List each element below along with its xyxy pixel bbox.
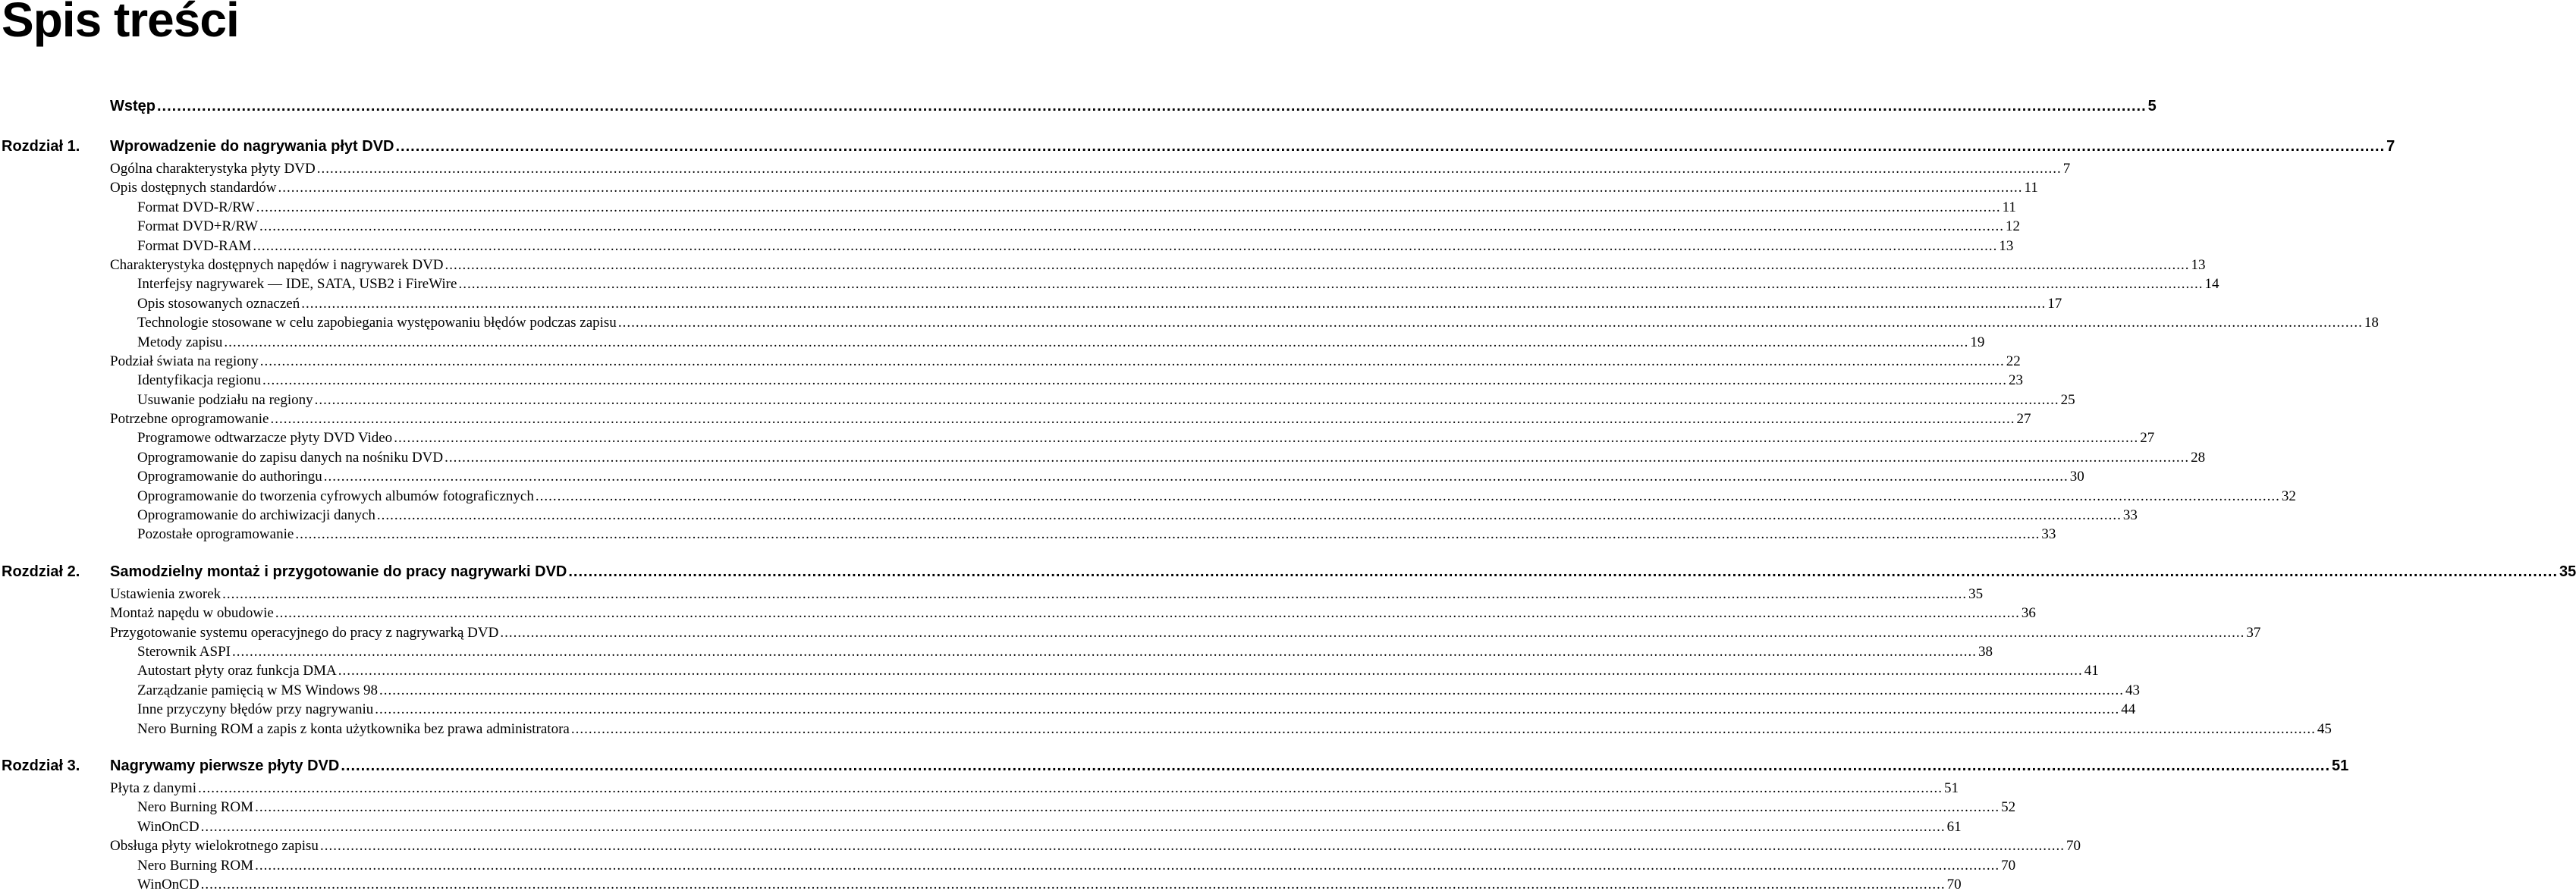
page-number: 5 xyxy=(2147,98,2157,114)
page-number: 37 xyxy=(2246,624,2261,641)
entry-title[interactable]: Montaż napędu w obudowie xyxy=(110,605,274,622)
subsection-entry[interactable] xyxy=(0,237,2014,256)
dot-leader: ................................................................................................................................................................................................................................................................................................................................................................................................................ xyxy=(319,838,2065,855)
page-number: 52 xyxy=(2001,799,2016,816)
dot-leader: ................................................................................................................................................................................................................................................................................................................................................................................................................ xyxy=(535,488,2280,504)
page-number: 12 xyxy=(2006,218,2021,235)
subsection-entry[interactable] xyxy=(0,333,1985,352)
dot-leader: ................................................................................................................................................................................................................................................................................................................................................................................................................ xyxy=(617,315,2363,331)
entry-title[interactable]: Usuwanie podziału na regiony xyxy=(137,391,313,408)
dot-leader: ................................................................................................................................................................................................................................................................................................................................................................................................................ xyxy=(270,411,2015,428)
entry-title[interactable]: Pozostałe oprogramowanie xyxy=(137,526,294,543)
entry-title[interactable]: Nero Burning ROM xyxy=(137,799,254,816)
page-number: 23 xyxy=(2009,372,2024,389)
subsection-entry[interactable] xyxy=(0,217,2021,236)
chapter-heading[interactable] xyxy=(0,134,2395,159)
dot-leader: ................................................................................................................................................................................................................................................................................................................................................................................................................ xyxy=(224,334,1969,350)
dot-leader: ................................................................................................................................................................................................................................................................................................................................................................................................................ xyxy=(375,701,2120,718)
dot-leader: ................................................................................................................................................................................................................................................................................................................................................................................................................ xyxy=(376,507,2122,524)
entry-title[interactable]: Płyta z danymi xyxy=(110,780,196,796)
page-number: 51 xyxy=(1943,780,1959,796)
chapter-number: Rozdział 3. xyxy=(2,757,80,774)
subsection-entry[interactable] xyxy=(0,448,2206,467)
subsection-entry[interactable] xyxy=(0,525,2056,544)
entry-title[interactable]: Oprogramowanie do archiwizacji danych xyxy=(137,507,375,524)
subsection-entry[interactable] xyxy=(0,487,2296,506)
dot-leader: ................................................................................................................................................................................................................................................................................................................................................................................................................ xyxy=(445,449,2190,466)
page-title: Spis treści xyxy=(2,0,239,47)
chapter-heading[interactable] xyxy=(0,560,2576,585)
subsection-entry[interactable] xyxy=(0,642,1993,661)
entry-title[interactable]: Potrzebne oprogramowanie xyxy=(110,411,269,428)
dot-leader: ................................................................................................................................................................................................................................................................................................................................................................................................................ xyxy=(259,218,2005,235)
chapter-heading[interactable] xyxy=(0,94,2157,119)
entry-title[interactable]: Oprogramowanie do tworzenia cyfrowych albumów fotograficznych xyxy=(137,488,534,504)
dot-leader: ................................................................................................................................................................................................................................................................................................................................................................................................................ xyxy=(255,799,2000,816)
subsection-entry[interactable] xyxy=(0,875,1962,894)
subsection-entry[interactable] xyxy=(0,294,2062,313)
page-number: 19 xyxy=(1970,334,1985,350)
page-number: 32 xyxy=(2281,488,2296,504)
page-number: 18 xyxy=(2364,315,2379,331)
entry-title[interactable]: Ogólna charakterystyka płyty DVD xyxy=(110,161,316,177)
page-number: 11 xyxy=(2024,180,2038,196)
entry-title[interactable]: Zarządzanie pamięcią w MS Windows 98 xyxy=(137,682,379,698)
subsection-entry[interactable] xyxy=(0,681,2141,700)
page-number: 70 xyxy=(2066,838,2081,855)
section-entry[interactable] xyxy=(0,623,2261,642)
subsection-entry[interactable] xyxy=(0,198,2016,217)
page-number: 35 xyxy=(2559,563,2576,580)
entry-title[interactable]: Format DVD+R/RW xyxy=(137,218,259,235)
chapter-title[interactable]: Nagrywamy pierwsze płyty DVD xyxy=(110,757,340,774)
section-entry[interactable] xyxy=(0,409,2031,428)
dot-leader: ................................................................................................................................................................................................................................................................................................................................................................................................................ xyxy=(500,624,2245,641)
entry-title[interactable]: Metody zapisu xyxy=(137,334,223,350)
page-number: 28 xyxy=(2191,449,2206,466)
dot-leader: ................................................................................................................................................................................................................................................................................................................................................................................................................ xyxy=(253,237,1998,254)
page-number: 17 xyxy=(2047,295,2062,312)
dot-leader: ................................................................................................................................................................................................................................................................................................................................................................................................................ xyxy=(314,391,2059,408)
entry-title[interactable]: Przygotowanie systemu operacyjnego do pracy z nagrywarką DVD xyxy=(110,624,499,641)
chapter-block xyxy=(0,134,2395,544)
page-number: 35 xyxy=(1968,585,1984,602)
page-number: 44 xyxy=(2121,701,2136,718)
chapter-heading[interactable] xyxy=(0,754,2349,779)
subsection-entry[interactable] xyxy=(0,661,2099,680)
dot-leader: ................................................................................................................................................................................................................................................................................................................................................................................................................ xyxy=(338,663,2083,679)
subsection-entry[interactable] xyxy=(0,798,2016,817)
subsection-entry[interactable] xyxy=(0,817,1962,836)
entry-title[interactable]: Nero Burning ROM a zapis z konta użytkownika bez prawa administratora xyxy=(137,720,570,737)
dot-leader: ................................................................................................................................................................................................................................................................................................................................................................................................................ xyxy=(259,353,2005,369)
chapter-block xyxy=(0,560,2576,739)
subsection-entry[interactable] xyxy=(0,391,2075,409)
page-number: 7 xyxy=(2062,161,2071,177)
page-number: 30 xyxy=(2069,469,2084,485)
chapter-title[interactable]: Wprowadzenie do nagrywania płyt DVD xyxy=(110,138,394,155)
dot-leader: ................................................................................................................................................................................................................................................................................................................................................................................................................ xyxy=(262,372,2008,389)
page-number: 70 xyxy=(1946,876,1962,892)
entry-title[interactable]: WinOnCD xyxy=(137,876,199,892)
dot-leader: ................................................................................................................................................................................................................................................................................................................................................................................................................ xyxy=(232,643,1977,660)
dot-leader: ................................................................................................................................................................................................................................................................................................................................................................................................................ xyxy=(200,818,1946,835)
subsection-entry[interactable] xyxy=(0,506,2138,525)
subsection-entry[interactable] xyxy=(0,428,2155,447)
chapter-title[interactable]: Wstęp xyxy=(110,98,156,114)
page-number: 33 xyxy=(2041,526,2056,543)
dot-leader: ................................................................................................................................................................................................................................................................................................................................................................................................................ xyxy=(379,682,2125,698)
entry-title[interactable]: Identyfikacja regionu xyxy=(137,372,262,389)
dot-leader: ................................................................................................................................................................................................................................................................................................................................................................................................................ xyxy=(316,161,2062,177)
dot-leader: ................................................................................................................................................................................................................................................................................................................................................................................................................ xyxy=(568,563,2559,580)
subsection-entry[interactable] xyxy=(0,720,2332,739)
section-entry[interactable] xyxy=(0,178,2038,197)
page-number: 70 xyxy=(2001,857,2016,874)
page-number: 33 xyxy=(2122,507,2138,524)
page-number: 51 xyxy=(2332,757,2349,774)
entry-title[interactable]: Obsługa płyty wielokrotnego zapisu xyxy=(110,838,319,855)
page-number: 11 xyxy=(2002,199,2016,215)
dot-leader: ................................................................................................................................................................................................................................................................................................................................................................................................................ xyxy=(570,720,2316,737)
dot-leader: ................................................................................................................................................................................................................................................................................................................................................................................................................ xyxy=(323,469,2069,485)
subsection-entry[interactable] xyxy=(0,274,2219,293)
subsection-entry[interactable] xyxy=(0,313,2379,332)
entry-title[interactable]: Charakterystyka dostępnych napędów i nagrywarek DVD xyxy=(110,256,444,273)
page-number: 45 xyxy=(2317,720,2332,737)
page-number: 61 xyxy=(1946,818,1962,835)
dot-leader: ................................................................................................................................................................................................................................................................................................................................................................................................................ xyxy=(200,876,1946,892)
entry-title[interactable]: Opis stosowanych oznaczeń xyxy=(137,295,300,312)
chapter-block xyxy=(0,754,2349,894)
subsection-entry[interactable] xyxy=(0,856,2016,875)
dot-leader: ................................................................................................................................................................................................................................................................................................................................................................................................................ xyxy=(445,256,2190,273)
entry-title[interactable]: Ustawienia zworek xyxy=(110,585,221,602)
dot-leader: ................................................................................................................................................................................................................................................................................................................................................................................................................ xyxy=(275,605,2020,622)
entry-title[interactable]: Format DVD-RAM xyxy=(137,237,252,254)
page-number: 7 xyxy=(2386,138,2395,155)
dot-leader: ................................................................................................................................................................................................................................................................................................................................................................................................................ xyxy=(256,199,2001,215)
page-number: 36 xyxy=(2021,605,2036,622)
dot-leader: ................................................................................................................................................................................................................................................................................................................................................................................................................ xyxy=(394,430,2139,447)
entry-title[interactable]: Podział świata na regiony xyxy=(110,353,259,369)
page-number: 27 xyxy=(2140,430,2155,447)
dot-leader: ................................................................................................................................................................................................................................................................................................................................................................................................................ xyxy=(395,138,2386,155)
page-number: 14 xyxy=(2204,276,2219,293)
entry-title[interactable]: Oprogramowanie do authoringu xyxy=(137,469,322,485)
dot-leader: ................................................................................................................................................................................................................................................................................................................................................................................................................ xyxy=(278,180,2023,196)
entry-title[interactable]: Sterownik ASPI xyxy=(137,643,231,660)
chapter-number: Rozdział 1. xyxy=(2,138,80,155)
page-number: 13 xyxy=(1999,237,2014,254)
dot-leader: ................................................................................................................................................................................................................................................................................................................................................................................................................ xyxy=(301,295,2047,312)
dot-leader: ................................................................................................................................................................................................................................................................................................................................................................................................................ xyxy=(222,585,1968,602)
page-number: 43 xyxy=(2125,682,2141,698)
subsection-entry[interactable] xyxy=(0,371,2024,390)
page-number: 22 xyxy=(2006,353,2021,369)
entry-title[interactable]: Oprogramowanie do zapisu danych na nośniku DVD xyxy=(137,449,444,466)
chapter-block xyxy=(0,94,2157,119)
entry-title[interactable]: WinOnCD xyxy=(137,818,199,835)
section-entry[interactable] xyxy=(0,604,2036,623)
section-entry[interactable] xyxy=(0,585,1984,604)
chapter-title[interactable]: Samodzielny montaż i przygotowanie do pracy nagrywarki DVD xyxy=(110,563,567,580)
entry-title[interactable]: Interfejsy nagrywarek — IDE, SATA, USB2 i FireWire xyxy=(137,276,457,293)
chapter-number: Rozdział 2. xyxy=(2,563,80,580)
dot-leader: ................................................................................................................................................................................................................................................................................................................................................................................................................ xyxy=(197,780,1943,796)
section-entry[interactable] xyxy=(0,256,2206,274)
section-entry[interactable] xyxy=(0,779,1959,798)
dot-leader: ................................................................................................................................................................................................................................................................................................................................................................................................................ xyxy=(341,757,2330,774)
entry-title[interactable]: Nero Burning ROM xyxy=(137,857,254,874)
entry-title[interactable]: Inne przyczyny błędów przy nagrywaniu xyxy=(137,701,374,718)
dot-leader: ................................................................................................................................................................................................................................................................................................................................................................................................................ xyxy=(458,276,2204,293)
entry-title[interactable]: Programowe odtwarzacze płyty DVD Video xyxy=(137,430,393,447)
page-number: 38 xyxy=(1978,643,1993,660)
table-of-contents xyxy=(0,94,2576,894)
page-number: 27 xyxy=(2016,411,2031,428)
entry-title[interactable]: Format DVD-R/RW xyxy=(137,199,255,215)
dot-leader: ................................................................................................................................................................................................................................................................................................................................................................................................................ xyxy=(255,857,2000,874)
dot-leader: ................................................................................................................................................................................................................................................................................................................................................................................................................ xyxy=(295,526,2040,543)
subsection-entry[interactable] xyxy=(0,467,2084,486)
subsection-entry[interactable] xyxy=(0,700,2136,719)
dot-leader: ................................................................................................................................................................................................................................................................................................................................................................................................................ xyxy=(157,98,2147,114)
page-number: 25 xyxy=(2060,391,2075,408)
section-entry[interactable] xyxy=(0,352,2021,371)
page-number: 41 xyxy=(2084,663,2099,679)
entry-title[interactable]: Technologie stosowane w celu zapobiegania występowaniu błędów podczas zapisu xyxy=(137,315,617,331)
entry-title[interactable]: Autostart płyty oraz funkcja DMA xyxy=(137,663,337,679)
page-number: 13 xyxy=(2191,256,2206,273)
section-entry[interactable] xyxy=(0,159,2071,178)
entry-title[interactable]: Opis dostępnych standardów xyxy=(110,180,277,196)
section-entry[interactable] xyxy=(0,836,2081,855)
